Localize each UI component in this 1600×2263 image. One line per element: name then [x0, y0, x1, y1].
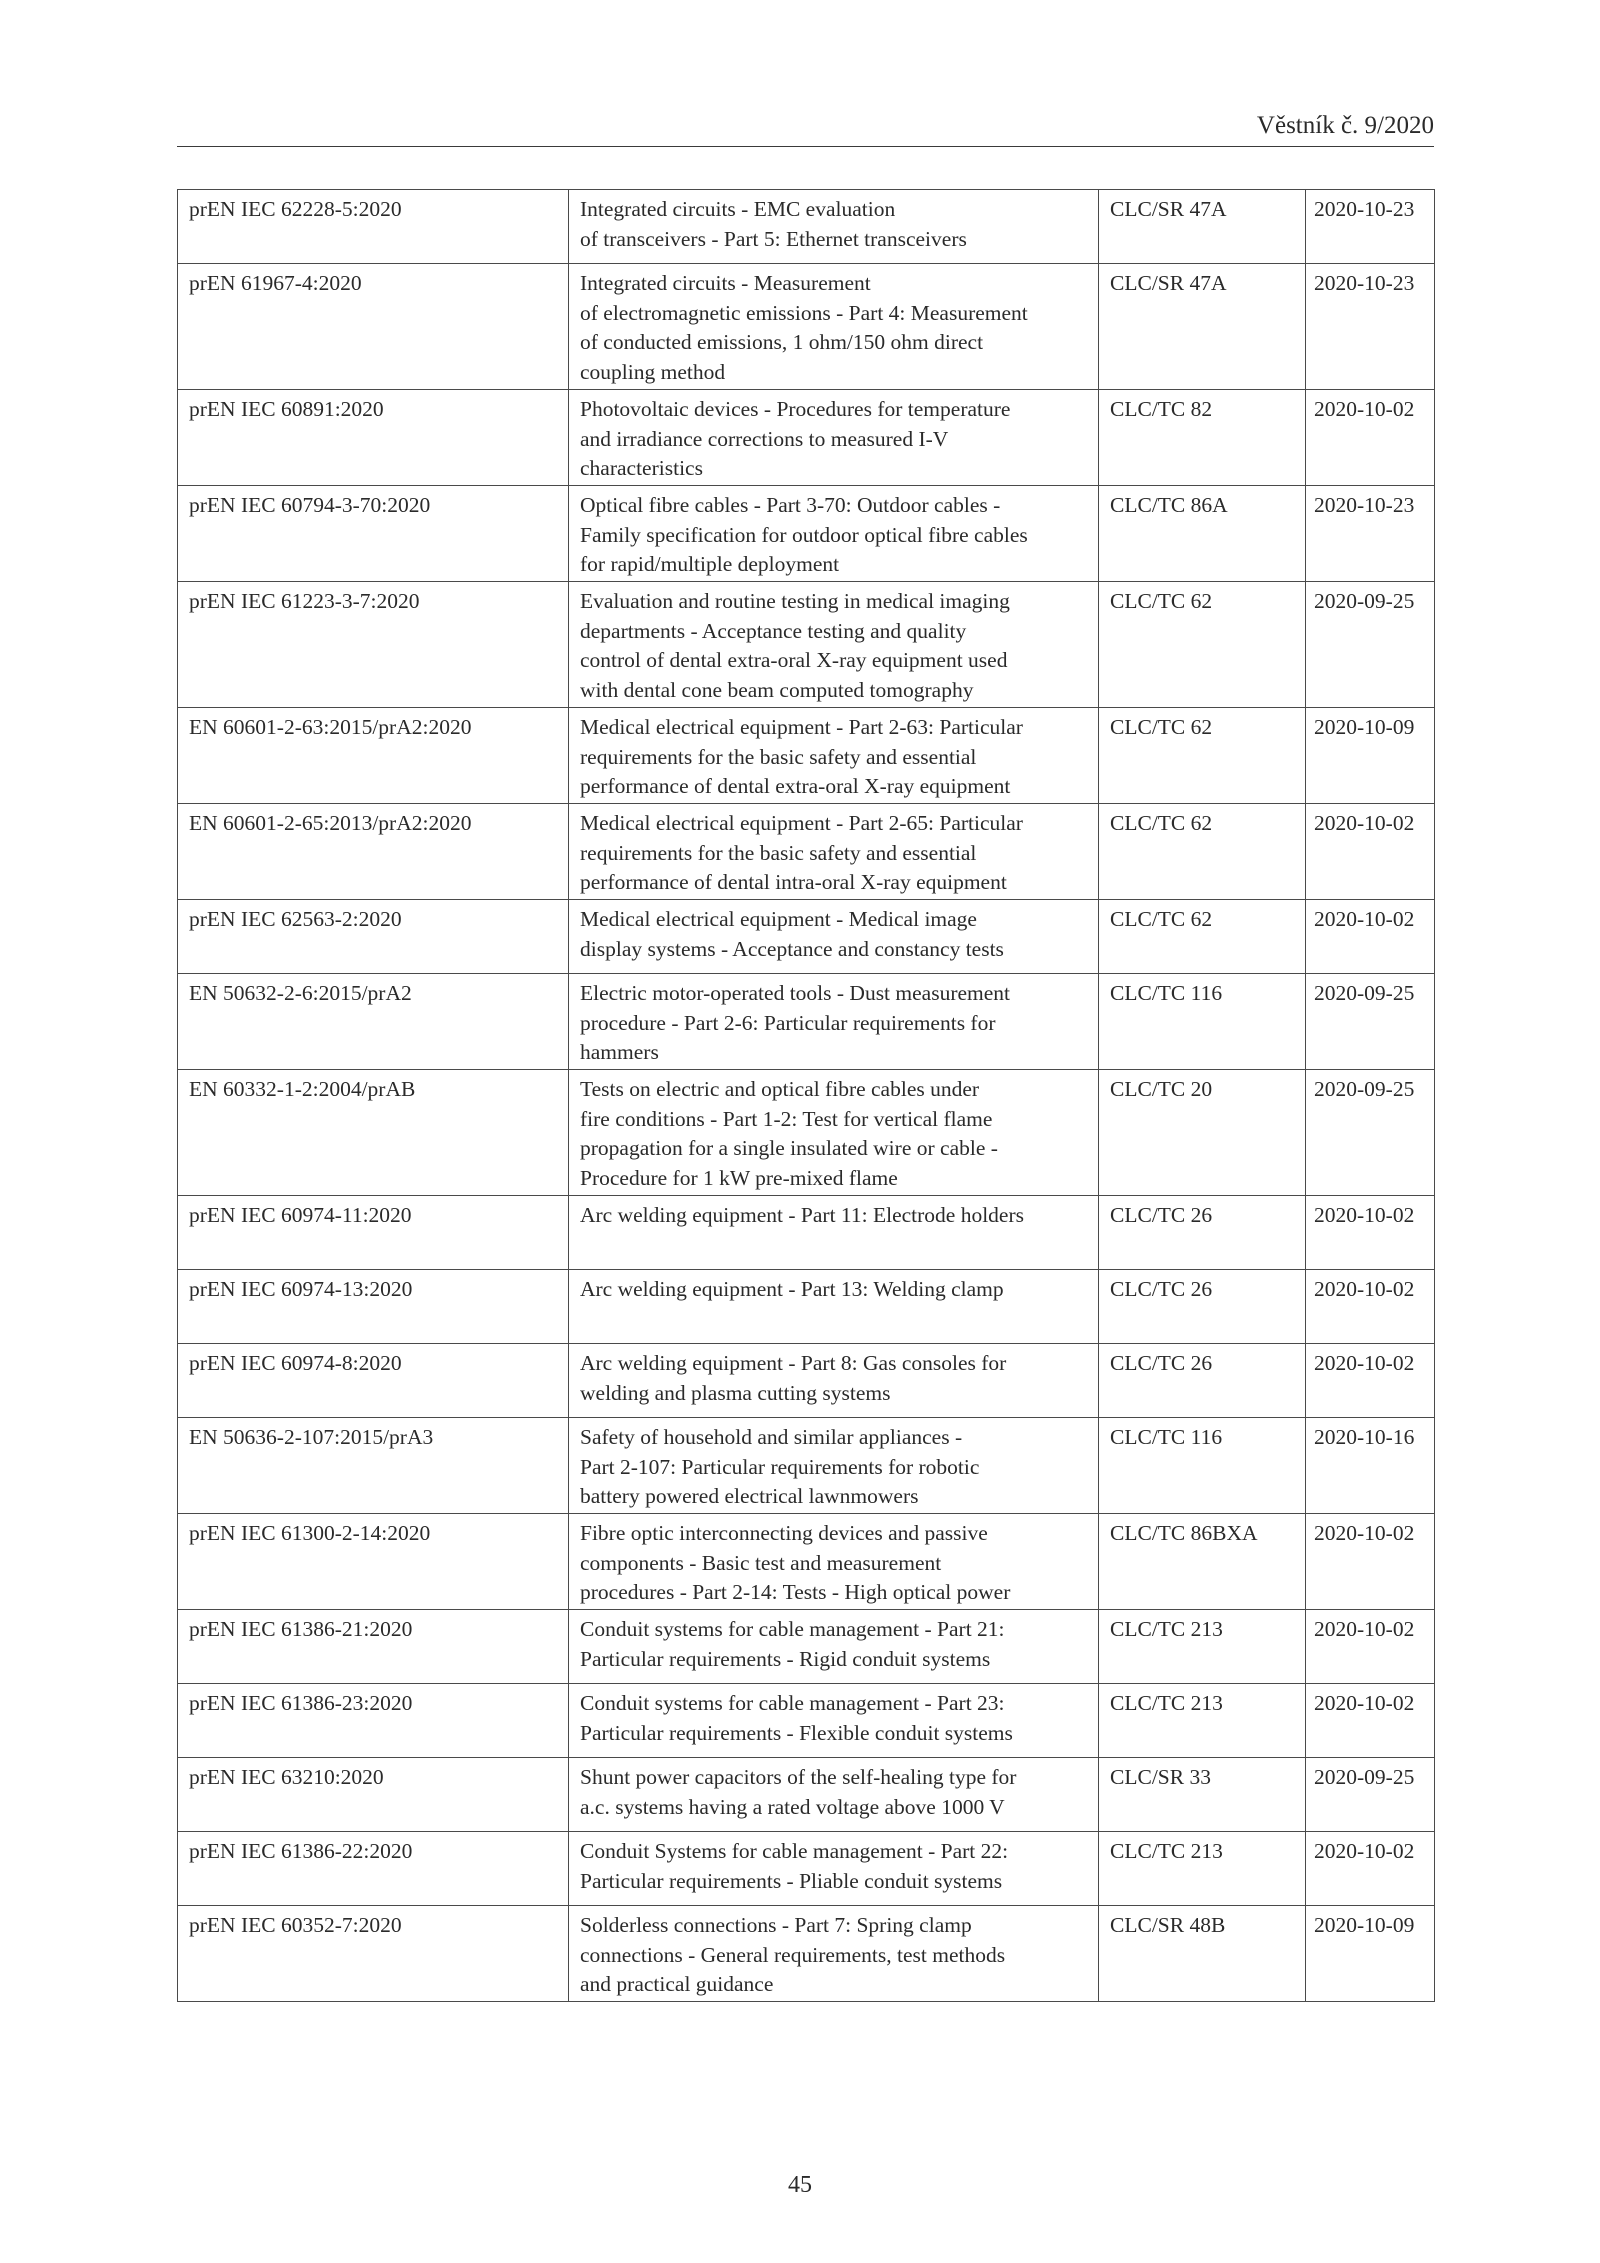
standard-title-cell: Integrated circuits - EMC evaluation of transceivers - Part 5: Ethernet transceivers [569, 190, 1099, 264]
table-row [178, 1070, 1435, 1196]
standard-code-cell: prEN IEC 61300-2-14:2020 [178, 1514, 569, 1610]
standard-title-cell: Optical fibre cables - Part 3-70: Outdoor cables - Family specification for outdoor optical fibre cables for rapid/multiple deployment [569, 486, 1099, 582]
standard-code-cell: prEN IEC 60891:2020 [178, 390, 569, 486]
deadline-date-cell: 2020-10-02 [1306, 1832, 1435, 1906]
deadline-date-cell: 2020-10-23 [1306, 486, 1435, 582]
deadline-date-cell: 2020-10-16 [1306, 1418, 1435, 1514]
standard-code-cell: prEN IEC 60352-7:2020 [178, 1906, 569, 2002]
standard-code-cell: prEN 61967-4:2020 [178, 264, 569, 390]
page-header [177, 110, 1434, 147]
committee-cell: CLC/TC 213 [1099, 1610, 1306, 1684]
table-row [178, 974, 1435, 1070]
journal-issue-title: Věstník č. 9/2020 [1256, 112, 1434, 139]
standard-title-cell: Photovoltaic devices - Procedures for temperature and irradiance corrections to measured I-V characteristics [569, 390, 1099, 486]
standard-title-cell: Integrated circuits - Measurement of electromagnetic emissions - Part 4: Measurement of conducted emissions, 1 ohm/150 ohm direct coupling method [569, 264, 1099, 390]
deadline-date-cell: 2020-10-09 [1306, 1906, 1435, 2002]
committee-cell: CLC/TC 86A [1099, 486, 1306, 582]
standard-title-cell: Tests on electric and optical fibre cables under fire conditions - Part 1-2: Test for vertical flame propagation for a single insulated wire or cable - Procedure for 1 kW pre-mixed flame [569, 1070, 1099, 1196]
standard-code-cell: EN 60601-2-65:2013/prA2:2020 [178, 804, 569, 900]
standard-title-cell: Arc welding equipment - Part 11: Electrode holders [569, 1196, 1099, 1270]
committee-cell: CLC/TC 82 [1099, 390, 1306, 486]
standard-code-cell: prEN IEC 61386-22:2020 [178, 1832, 569, 1906]
committee-cell: CLC/TC 213 [1099, 1684, 1306, 1758]
table-row [178, 190, 1435, 264]
committee-cell: CLC/TC 116 [1099, 1418, 1306, 1514]
committee-cell: CLC/TC 26 [1099, 1344, 1306, 1418]
standard-code-cell: EN 50636-2-107:2015/prA3 [178, 1418, 569, 1514]
deadline-date-cell: 2020-10-23 [1306, 264, 1435, 390]
standard-title-cell: Conduit systems for cable management - Part 23: Particular requirements - Flexible conduit systems [569, 1684, 1099, 1758]
committee-cell: CLC/TC 26 [1099, 1270, 1306, 1344]
table-row [178, 708, 1435, 804]
table-row [178, 1344, 1435, 1418]
standard-title-cell: Medical electrical equipment - Medical image display systems - Acceptance and constancy tests [569, 900, 1099, 974]
table-row [178, 1196, 1435, 1270]
standards-table [177, 189, 1435, 2002]
standard-title-cell: Medical electrical equipment - Part 2-63: Particular requirements for the basic safety and essential performance of dental extra-oral X-ray equipment [569, 708, 1099, 804]
committee-cell: CLC/TC 26 [1099, 1196, 1306, 1270]
committee-cell: CLC/TC 20 [1099, 1070, 1306, 1196]
deadline-date-cell: 2020-10-02 [1306, 1684, 1435, 1758]
committee-cell: CLC/TC 62 [1099, 900, 1306, 974]
table-row [178, 804, 1435, 900]
table-row [178, 900, 1435, 974]
standard-title-cell: Conduit systems for cable management - Part 21: Particular requirements - Rigid conduit systems [569, 1610, 1099, 1684]
deadline-date-cell: 2020-10-02 [1306, 804, 1435, 900]
committee-cell: CLC/SR 47A [1099, 190, 1306, 264]
deadline-date-cell: 2020-10-02 [1306, 1270, 1435, 1344]
standard-title-cell: Solderless connections - Part 7: Spring clamp connections - General requirements, test methods and practical guidance [569, 1906, 1099, 2002]
standard-code-cell: prEN IEC 60974-8:2020 [178, 1344, 569, 1418]
standard-title-cell: Conduit Systems for cable management - Part 22: Particular requirements - Pliable conduit systems [569, 1832, 1099, 1906]
standard-title-cell: Shunt power capacitors of the self-healing type for a.c. systems having a rated voltage above 1000 V [569, 1758, 1099, 1832]
committee-cell: CLC/TC 213 [1099, 1832, 1306, 1906]
committee-cell: CLC/TC 62 [1099, 708, 1306, 804]
deadline-date-cell: 2020-09-25 [1306, 582, 1435, 708]
committee-cell: CLC/TC 62 [1099, 804, 1306, 900]
page-number: 45 [788, 2172, 812, 2198]
table-row [178, 1758, 1435, 1832]
deadline-date-cell: 2020-10-02 [1306, 900, 1435, 974]
standard-title-cell: Fibre optic interconnecting devices and passive components - Basic test and measurement procedures - Part 2-14: Tests - High optical power [569, 1514, 1099, 1610]
deadline-date-cell: 2020-09-25 [1306, 1070, 1435, 1196]
table-row [178, 1684, 1435, 1758]
deadline-date-cell: 2020-09-25 [1306, 1758, 1435, 1832]
standard-code-cell: prEN IEC 61223-3-7:2020 [178, 582, 569, 708]
table-row [178, 486, 1435, 582]
standard-title-cell: Evaluation and routine testing in medical imaging departments - Acceptance testing and quality control of dental extra-oral X-ray equipment used with dental cone beam computed tomography [569, 582, 1099, 708]
committee-cell: CLC/SR 48B [1099, 1906, 1306, 2002]
standard-code-cell: prEN IEC 63210:2020 [178, 1758, 569, 1832]
table-row [178, 1418, 1435, 1514]
deadline-date-cell: 2020-10-09 [1306, 708, 1435, 804]
standard-title-cell: Arc welding equipment - Part 8: Gas consoles for welding and plasma cutting systems [569, 1344, 1099, 1418]
standard-title-cell: Electric motor-operated tools - Dust measurement procedure - Part 2-6: Particular requirements for hammers [569, 974, 1099, 1070]
standard-code-cell: prEN IEC 61386-23:2020 [178, 1684, 569, 1758]
standard-title-cell: Medical electrical equipment - Part 2-65: Particular requirements for the basic safety and essential performance of dental intra-oral X-ray equipment [569, 804, 1099, 900]
standard-code-cell: prEN IEC 60794-3-70:2020 [178, 486, 569, 582]
committee-cell: CLC/SR 33 [1099, 1758, 1306, 1832]
standard-title-cell: Safety of household and similar appliances - Part 2-107: Particular requirements for robotic battery powered electrical lawnmowers [569, 1418, 1099, 1514]
table-row [178, 582, 1435, 708]
committee-cell: CLC/SR 47A [1099, 264, 1306, 390]
standards-table-body [178, 190, 1435, 2002]
table-row [178, 390, 1435, 486]
standard-code-cell: EN 60601-2-63:2015/prA2:2020 [178, 708, 569, 804]
standard-code-cell: prEN IEC 62563-2:2020 [178, 900, 569, 974]
table-row [178, 264, 1435, 390]
table-row [178, 1832, 1435, 1906]
standard-code-cell: EN 50632-2-6:2015/prA2 [178, 974, 569, 1070]
table-row [178, 1610, 1435, 1684]
deadline-date-cell: 2020-10-23 [1306, 190, 1435, 264]
committee-cell: CLC/TC 116 [1099, 974, 1306, 1070]
deadline-date-cell: 2020-09-25 [1306, 974, 1435, 1070]
table-row [178, 1514, 1435, 1610]
standard-title-cell: Arc welding equipment - Part 13: Welding clamp [569, 1270, 1099, 1344]
standard-code-cell: prEN IEC 62228-5:2020 [178, 190, 569, 264]
deadline-date-cell: 2020-10-02 [1306, 1344, 1435, 1418]
committee-cell: CLC/TC 86BXA [1099, 1514, 1306, 1610]
standard-code-cell: EN 60332-1-2:2004/prAB [178, 1070, 569, 1196]
committee-cell: CLC/TC 62 [1099, 582, 1306, 708]
deadline-date-cell: 2020-10-02 [1306, 1514, 1435, 1610]
deadline-date-cell: 2020-10-02 [1306, 390, 1435, 486]
standard-code-cell: prEN IEC 60974-13:2020 [178, 1270, 569, 1344]
deadline-date-cell: 2020-10-02 [1306, 1196, 1435, 1270]
table-row [178, 1270, 1435, 1344]
standard-code-cell: prEN IEC 61386-21:2020 [178, 1610, 569, 1684]
standard-code-cell: prEN IEC 60974-11:2020 [178, 1196, 569, 1270]
deadline-date-cell: 2020-10-02 [1306, 1610, 1435, 1684]
table-row [178, 1906, 1435, 2002]
